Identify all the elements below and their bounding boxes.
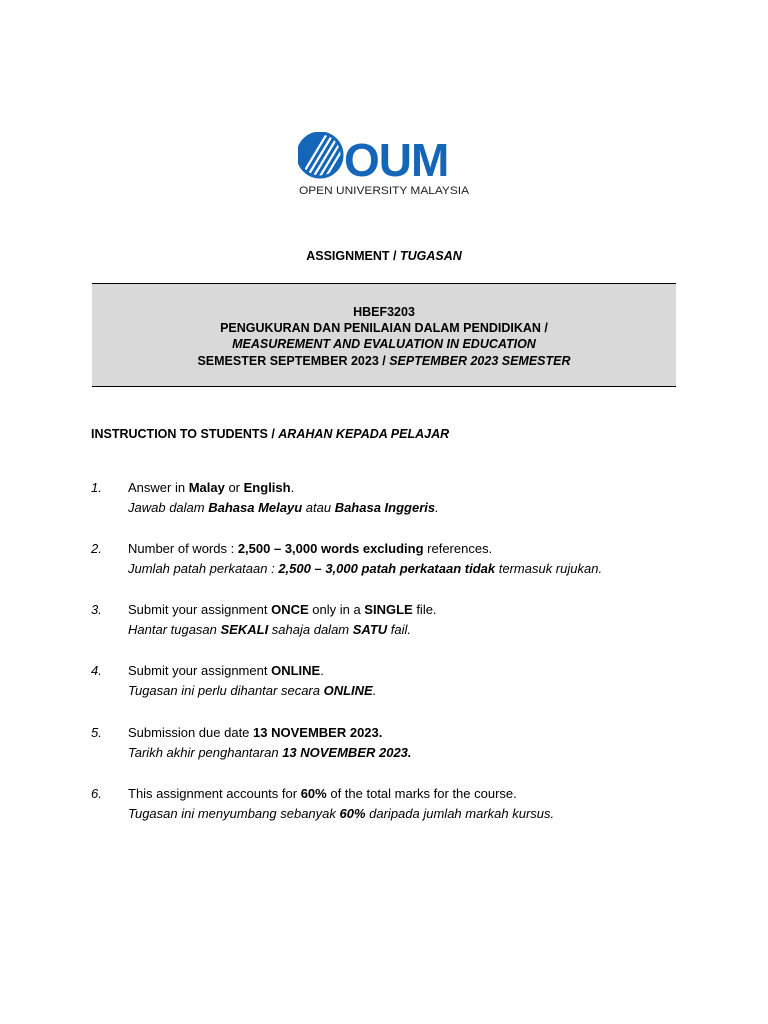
text-part: only in a [308, 602, 365, 617]
item-number: 1. [91, 480, 102, 495]
item-text-en [128, 602, 437, 617]
text-part: . [320, 663, 324, 678]
oum-wordmark: OUM [344, 134, 449, 186]
text-part: This assignment accounts for [128, 786, 301, 801]
text-bold: Bahasa Melayu [208, 500, 303, 515]
course-code: HBEF3203 [353, 305, 415, 319]
course-title-en-text: MEASUREMENT AND EVALUATION IN EDUCATION [232, 337, 536, 351]
instructions-title-ms: ARAHAN KEPADA PELAJAR [278, 427, 450, 441]
item-text-ms [128, 683, 376, 698]
text-part: Answer in [128, 480, 189, 495]
text-bold: 60% [339, 806, 366, 821]
item-text-ms [128, 806, 554, 821]
item-number: 6. [91, 786, 102, 801]
text-part: . [290, 480, 295, 495]
item-text-en [128, 541, 492, 556]
item-text-en [128, 725, 382, 740]
semester-en: SEPTEMBER 2023 SEMESTER [389, 354, 571, 368]
oum-logo-graphic [298, 132, 470, 198]
text-bold: 13 NOVEMBER 2023. [253, 725, 383, 740]
text-part: termasuk rujukan. [495, 561, 603, 576]
text-bold: 2,500 – 3,000 words excluding [237, 541, 424, 556]
item-number: 3. [91, 602, 102, 617]
text-bold: 13 NOVEMBER 2023. [282, 745, 412, 760]
item-text-en [128, 480, 294, 495]
item-number: 5. [91, 725, 102, 740]
text-part: Jumlah patah perkataan : [128, 561, 279, 576]
course-title-en [92, 336, 676, 352]
text-part: Hantar tugasan [128, 622, 221, 637]
course-semester [92, 353, 676, 369]
text-bold: ONLINE [271, 663, 321, 678]
text-part: of the total marks for the course. [326, 786, 517, 801]
item-text-ms [128, 561, 602, 576]
text-part: Tarikh akhir penghantaran [128, 745, 283, 760]
item-number: 4. [91, 663, 102, 678]
text-bold: ONLINE [323, 683, 373, 698]
oum-logo [298, 132, 470, 198]
text-part: or [224, 480, 244, 495]
item-text-ms [128, 622, 411, 637]
assignment-heading [0, 249, 768, 263]
item-text-ms [128, 500, 439, 515]
text-part: Submission due date [128, 725, 254, 740]
text-part: Tugasan ini perlu dihantar secara [128, 683, 324, 698]
text-bold: SINGLE [364, 602, 413, 617]
text-part: file. [412, 602, 437, 617]
item-text-en [128, 786, 517, 801]
text-bold: SATU [352, 622, 388, 637]
text-bold: Malay [188, 480, 225, 495]
heading-en: ASSIGNMENT / [306, 249, 400, 263]
text-part: Tugasan ini menyumbang sebanyak [128, 806, 340, 821]
text-part: sahaja dalam [268, 622, 353, 637]
item-text-ms [128, 745, 412, 760]
text-bold: 2,500 – 3,000 patah perkataan tidak [278, 561, 496, 576]
text-bold: ONCE [271, 602, 309, 617]
item-number: 2. [91, 541, 102, 556]
text-bold: English [243, 480, 291, 495]
text-part: fail. [387, 622, 412, 637]
item-text-en [128, 663, 324, 678]
text-part: daripada jumlah markah kursus. [365, 806, 555, 821]
text-part: Number of words : [128, 541, 238, 556]
semester-ms: SEMESTER SEPTEMBER 2023 / [197, 354, 390, 368]
course-title-ms: PENGUKURAN DAN PENILAIAN DALAM PENDIDIKAN / [220, 321, 548, 335]
text-part: Submit your assignment [128, 602, 272, 617]
instructions-title-en: INSTRUCTION TO STUDENTS / [91, 427, 279, 441]
text-part: Jawab dalam [128, 500, 209, 515]
course-info-box [92, 283, 676, 387]
oum-subtitle: OPEN UNIVERSITY MALAYSIA [299, 185, 470, 197]
text-part: atau [302, 500, 335, 515]
text-part: Submit your assignment [128, 663, 272, 678]
heading-ms: TUGASAN [399, 249, 462, 263]
text-part: references. [423, 541, 493, 556]
instructions-title [91, 427, 449, 441]
text-bold: Bahasa Inggeris [334, 500, 436, 515]
text-bold: 60% [300, 786, 327, 801]
text-bold: SEKALI [220, 622, 269, 637]
text-part: . [435, 500, 439, 515]
text-part: . [372, 683, 377, 698]
